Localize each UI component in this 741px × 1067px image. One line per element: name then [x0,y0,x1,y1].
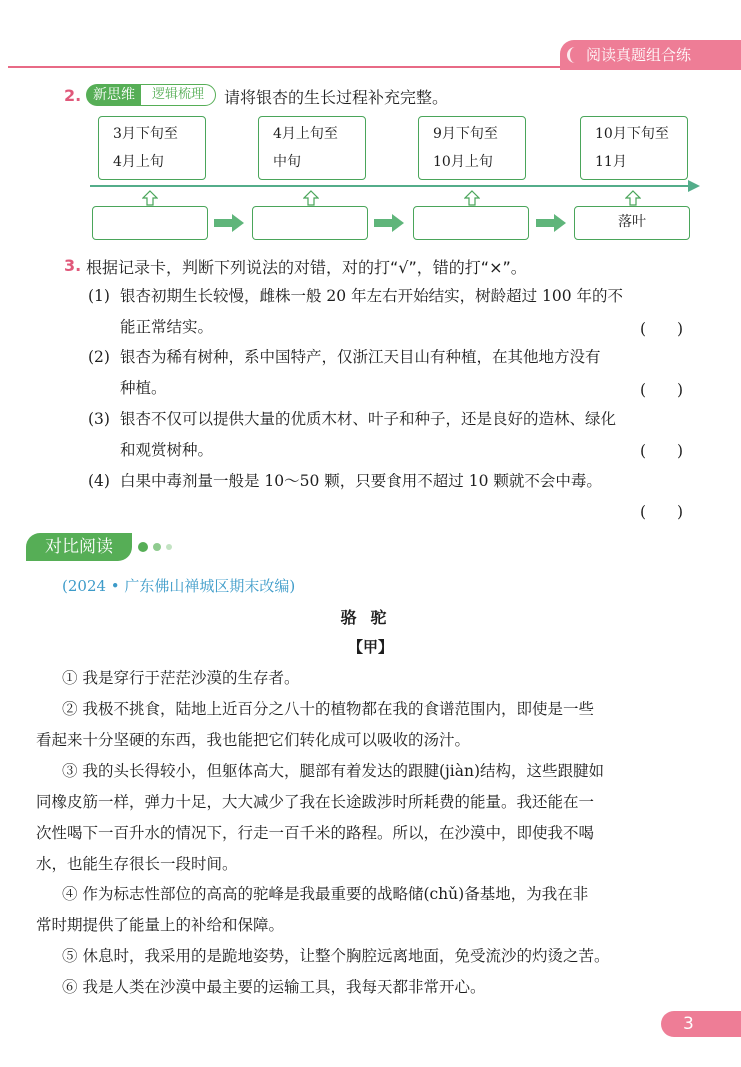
paragraph-6 [62,972,696,1003]
para-text: 我极不挑食，陆地上近百分之八十的植物都在我的食谱范围内，即使是一些 [82,700,594,718]
decor-dot [138,542,148,552]
paragraph-2 [36,694,696,756]
stage-box-4 [580,116,688,180]
para-text-cont: 常时期提供了能量上的补给和保障。 [36,916,285,934]
answer-paren-1[interactable]: ( ) [640,320,684,338]
decor-dot [153,543,161,551]
decor-dot [166,544,172,550]
answer-paren-4[interactable]: ( ) [640,503,684,521]
para-text: 我的头长得较小，但躯体高大，腿部有着发达的跟腱(jiàn)结构，这些跟腱如 [82,762,605,780]
right-arrow-icon [214,214,244,232]
tf-item-3 [88,404,696,466]
stage-2-line2: 中旬 [273,154,301,170]
tf-item-text: 白果中毒剂量一般是 10～50 颗，只要食用不超过 10 颗就不会中毒。 [120,472,602,490]
tf-item-text-cont: 种植。 [120,379,167,397]
answer-box-4: 落叶 [574,206,690,240]
tf-item-1 [88,281,696,343]
q2-prompt: 请将银杏的生长过程补充完整。 [224,88,449,107]
stage-4-line2: 11月 [595,154,627,170]
para-text-cont: 同橡皮筋一样，弹力十足，大大减少了我在长途跋涉时所耗费的能量。我还能在一 [36,793,595,811]
header-tab: 阅读真题组合练 [560,40,741,70]
answer-paren-3[interactable]: ( ) [640,442,684,460]
article-title: 骆驼 [340,608,401,627]
up-arrow-icon [303,190,319,206]
stage-3-line2: 10月上旬 [433,154,493,170]
stage-box-2 [258,116,366,180]
paragraph-3 [36,756,696,880]
section-tag: 对比阅读 [26,533,132,561]
tf-item-num: (1) [88,287,110,305]
answer-paren-2[interactable]: ( ) [640,381,684,399]
stage-box-3 [418,116,526,180]
para-text: 我是穿行于茫茫沙漠的生存者。 [82,669,300,687]
stage-1-line1: 3月下旬至 [113,126,178,142]
para-text: 休息时，我采用的是跪地姿势，让整个胸腔远离地面，免受流沙的灼烫之苦。 [82,947,610,965]
stage-2-line1: 4月上旬至 [273,126,338,142]
para-num: ④ [62,885,78,903]
timeline-axis [90,185,690,187]
stage-4-line1: 10月下旬至 [595,126,669,142]
paragraph-4 [36,879,696,941]
q3-prompt: 根据记录卡，判断下列说法的对错，对的打“√”，错的打“×”。 [86,258,527,277]
answer-box-3[interactable] [413,206,529,240]
para-num: ② [62,700,78,718]
stage-1-line2: 4月上旬 [113,154,164,170]
up-arrow-icon [142,190,158,206]
para-num: ③ [62,762,78,780]
stage-3-line1: 9月下旬至 [433,126,498,142]
para-text-cont: 次性喝下一百升水的情况下，行走一百千米的路程。所以，在沙漠中，即使我不喝 [36,824,595,842]
q2-badge-sub: 逻辑梳理 [140,84,216,106]
para-num: ⑤ [62,947,78,965]
answer-box-2[interactable] [252,206,368,240]
paragraph-1 [62,663,696,694]
up-arrow-icon [464,190,480,206]
q2-badge-main: 新思维 [86,84,142,106]
para-text-cont: 看起来十分坚硬的东西，我也能把它们转化成可以吸收的汤汁。 [36,731,471,749]
article-subtitle: 【甲】 [347,638,393,656]
para-num: ① [62,669,78,687]
tf-item-num: (2) [88,348,110,366]
tf-item-2 [88,342,696,404]
q3-number: 3. [64,256,82,275]
tf-item-text-cont: 和观赏树种。 [120,441,214,459]
tf-item-text: 银杏为稀有树种，系中国特产，仅浙江天目山有种植，在其他地方没有 [120,348,601,366]
q2-number: 2. [64,86,82,105]
tf-item-4 [88,466,696,497]
page-number: 3 [661,1011,741,1037]
tf-item-num: (4) [88,472,110,490]
para-text-cont: 水，也能生存很长一段时间。 [36,855,238,873]
tf-item-num: (3) [88,410,110,428]
para-text: 我是人类在沙漠中最主要的运输工具，我每天都非常开心。 [82,978,486,996]
para-text: 作为标志性部位的高高的驼峰是我最重要的战略储(chǔ)备基地，为我在非 [82,885,589,903]
timeline-arrowhead [688,180,700,192]
stage-box-1 [98,116,206,180]
answer-box-1[interactable] [92,206,208,240]
right-arrow-icon [536,214,566,232]
tf-item-text: 银杏初期生长较慢，雌株一般 20 年左右开始结实，树龄超过 100 年的不 [120,287,624,305]
tf-item-text-cont: 能正常结实。 [120,318,214,336]
right-arrow-icon [374,214,404,232]
tf-item-text: 银杏不仅可以提供大量的优质木材、叶子和种子，还是良好的造林、绿化 [120,410,617,428]
up-arrow-icon [625,190,641,206]
para-num: ⑥ [62,978,78,996]
paragraph-5 [62,941,696,972]
source-note: (2024 • 广东佛山禅城区期末改编) [62,577,296,595]
